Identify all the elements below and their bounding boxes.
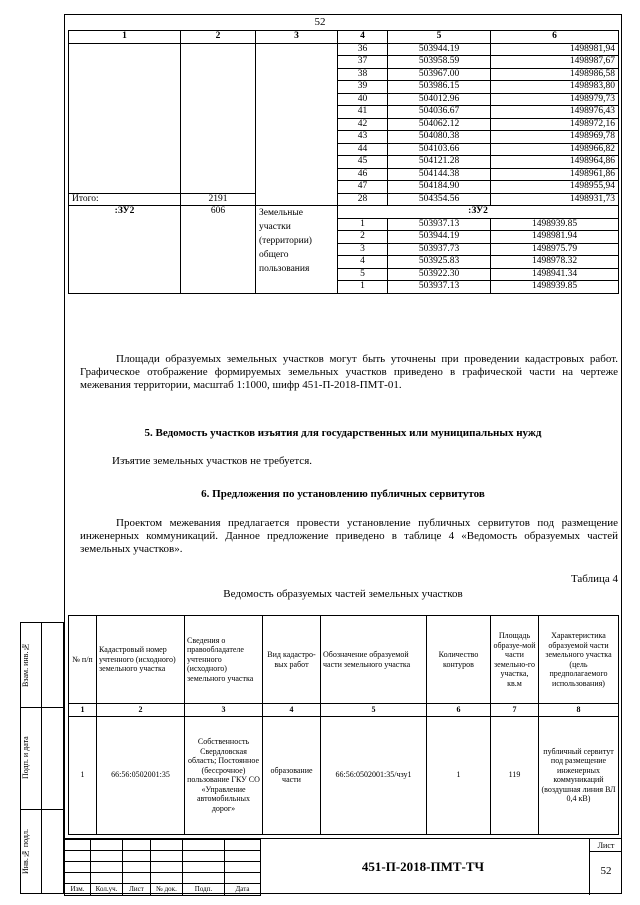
- coord-x: 504103.66: [388, 143, 491, 156]
- point-number: 4: [338, 256, 388, 269]
- point-number: 37: [338, 56, 388, 69]
- header-cell: 3: [256, 31, 338, 44]
- point-number: 40: [338, 93, 388, 106]
- coord-y: 1498966,82: [491, 143, 619, 156]
- coord-x: 504144.38: [388, 168, 491, 181]
- t4-number-cell: 7: [491, 704, 539, 717]
- point-number: 5: [338, 268, 388, 281]
- t4-header-cell: Обозначение образуемой части земельного участка: [321, 616, 427, 704]
- coord-x: 504184.90: [388, 181, 491, 194]
- coord-y: 1498955,94: [491, 181, 619, 194]
- t4-number-cell: 4: [263, 704, 321, 717]
- page-number: 52: [314, 16, 326, 28]
- t4-number-cell: 3: [185, 704, 263, 717]
- table-4-title: Ведомость образуемых частей земельных участков: [223, 588, 463, 600]
- coord-x: 503967.00: [388, 68, 491, 81]
- table-4-number: Таблица 4: [570, 573, 618, 585]
- zu2-label: :ЗУ2: [69, 206, 181, 294]
- coord-y: 1498986,58: [491, 68, 619, 81]
- t4-data-cell: Собственность Свердловская область; Постоянное (бессрочное) пользование ГКУ СО «Управление автомобильных дорог»: [185, 716, 263, 834]
- itogo-label: Итого:: [69, 193, 181, 206]
- t4-header-cell: Сведения о правообладателе учтенного (исходного) земельного участка: [185, 616, 263, 704]
- header-cell: 2: [181, 31, 256, 44]
- coord-y: 1498964,86: [491, 156, 619, 169]
- coordinates-table: [68, 30, 619, 294]
- t4-data-cell: публичный сервитут под размещение инженерных коммуникаций (воздушная линия ВЛ 0,4 кВ): [539, 716, 619, 834]
- empty-cell: [69, 43, 181, 193]
- t4-header-cell: Вид кадастро-вых работ: [263, 616, 321, 704]
- coord-x: 503937.13: [388, 218, 491, 231]
- coord-y: 1498976,43: [491, 106, 619, 119]
- coord-y: 1498975.79: [491, 243, 619, 256]
- parts-table: [68, 615, 619, 835]
- sheet-number: 52: [600, 865, 612, 877]
- coord-x: 503986.15: [388, 81, 491, 94]
- zu2-area: 606: [181, 206, 256, 294]
- t4-number-cell: 2: [97, 704, 185, 717]
- coord-row: [69, 193, 619, 206]
- coord-y: 1498939.85: [491, 281, 619, 294]
- itogo-value: 2191: [181, 193, 256, 206]
- t4-number-cell: 5: [321, 704, 427, 717]
- empty-cell: [256, 43, 338, 206]
- coord-x: 504012.96: [388, 93, 491, 106]
- t4-header-cell: Кадастровый номер учтенного (исходного) земельного участка: [97, 616, 185, 704]
- coord-x: 503922.30: [388, 268, 491, 281]
- sheet-label: Лист: [590, 841, 622, 852]
- point-number: 28: [338, 193, 388, 206]
- zu2-type: Земельные участки (территории) общего пользования: [256, 206, 338, 294]
- coord-x: 504121.28: [388, 156, 491, 169]
- stamp-col-label: Подп.: [183, 884, 225, 896]
- t4-number-cell: 6: [427, 704, 491, 717]
- stamp-col-label: Дата: [225, 884, 261, 896]
- coord-x: 503944.19: [388, 231, 491, 244]
- side-label-inventory: Инв.№ подл.: [21, 829, 30, 875]
- t4-number-cell: 1: [69, 704, 97, 717]
- coord-y: 1498972,16: [491, 118, 619, 131]
- coord-y: 1498939.85: [491, 218, 619, 231]
- stamp-col-label: Лист: [123, 884, 151, 896]
- coord-x: 503958.59: [388, 56, 491, 69]
- stamp-col-label: Изм.: [65, 884, 91, 896]
- point-number: 1: [338, 281, 388, 294]
- coord-x: 503937.73: [388, 243, 491, 256]
- point-number: 45: [338, 156, 388, 169]
- coord-y: 1498987,67: [491, 56, 619, 69]
- coord-y: 1498979,73: [491, 93, 619, 106]
- coord-y: 1498969,78: [491, 131, 619, 144]
- zu2-subheader: :ЗУ2: [338, 206, 619, 219]
- t4-header-cell: № п/п: [69, 616, 97, 704]
- coord-y: 1498931,73: [491, 193, 619, 206]
- coord-x: 503937.13: [388, 281, 491, 294]
- paragraph-servitude: Проектом межевания предлагается провести установление публичных сервитутов под размещение инженерных коммуникаций. Данное предложение приведено в таблице 4 «Ведомость образуемых частей земельных участков».: [80, 517, 618, 555]
- stamp-col-label: Кол.уч.: [91, 884, 123, 896]
- t4-number-cell: 8: [539, 704, 619, 717]
- empty-cell: [181, 43, 256, 193]
- point-number: 41: [338, 106, 388, 119]
- coord-y: 1498981,94: [491, 43, 619, 56]
- header-cell: 6: [491, 31, 619, 44]
- title-block: [64, 838, 622, 895]
- section-6-heading: 6. Предложения по установлению публичных сервитутов: [201, 488, 485, 500]
- coord-row: [69, 43, 619, 56]
- coord-x: 504036.67: [388, 106, 491, 119]
- sheet-box: [589, 839, 622, 895]
- t4-data-cell: 119: [491, 716, 539, 834]
- header-cell: 1: [69, 31, 181, 44]
- t4-header-cell: Площадь образуе-мой части земельно-го участка, кв.м: [491, 616, 539, 704]
- t4-data-cell: 1: [427, 716, 491, 834]
- t4-header-cell: Характеристика образуемой части земельного участка (цель предполагаемого использования): [539, 616, 619, 704]
- point-number: 2: [338, 231, 388, 244]
- side-binding-strip: [20, 622, 64, 894]
- point-number: 47: [338, 181, 388, 194]
- revision-table: [64, 839, 261, 896]
- point-number: 42: [338, 118, 388, 131]
- header-cell: 5: [388, 31, 491, 44]
- point-number: 38: [338, 68, 388, 81]
- document-id: 451-П-2018-ПМТ-ТЧ: [260, 839, 585, 895]
- section-5-heading: 5. Ведомость участков изъятия для государственных или муниципальных нужд: [144, 427, 542, 439]
- coord-y: 1498961,86: [491, 168, 619, 181]
- paragraph-areas: Площади образуемых земельных участков могут быть уточнены при проведении кадастровых работ. Графическое отображение формируемых земельных участков приведено в графической части на чертеже межевания территории, масштаб 1:1000, шифр 451-П-2018-ПМТ-01.: [80, 353, 618, 391]
- t4-data-cell: 1: [69, 716, 97, 834]
- coord-x: 504080.38: [388, 131, 491, 144]
- side-label-signature-date: Подп. и дата: [21, 736, 30, 780]
- paragraph-seizure: Изъятие земельных участков не требуется.: [112, 455, 313, 467]
- point-number: 3: [338, 243, 388, 256]
- header-cell: 4: [338, 31, 388, 44]
- coord-x: 504354.56: [388, 193, 491, 206]
- t4-data-cell: образование части: [263, 716, 321, 834]
- point-number: 43: [338, 131, 388, 144]
- coord-x: 503925.83: [388, 256, 491, 269]
- coord-y: 1498983,80: [491, 81, 619, 94]
- coord-y: 1498978.32: [491, 256, 619, 269]
- point-number: 39: [338, 81, 388, 94]
- coord-y: 1498981.94: [491, 231, 619, 244]
- t4-data-cell: 66:56:0502001:35/чзу1: [321, 716, 427, 834]
- coord-x: 503944.19: [388, 43, 491, 56]
- point-number: 36: [338, 43, 388, 56]
- stamp-col-label: № док.: [151, 884, 183, 896]
- point-number: 44: [338, 143, 388, 156]
- t4-header-cell: Количество контуров: [427, 616, 491, 704]
- point-number: 46: [338, 168, 388, 181]
- coord-x: 504062.12: [388, 118, 491, 131]
- coord-y: 1498941.34: [491, 268, 619, 281]
- side-label-replacement: Взам. инв.№: [21, 642, 30, 688]
- t4-data-cell: 66:56:0502001:35: [97, 716, 185, 834]
- point-number: 1: [338, 218, 388, 231]
